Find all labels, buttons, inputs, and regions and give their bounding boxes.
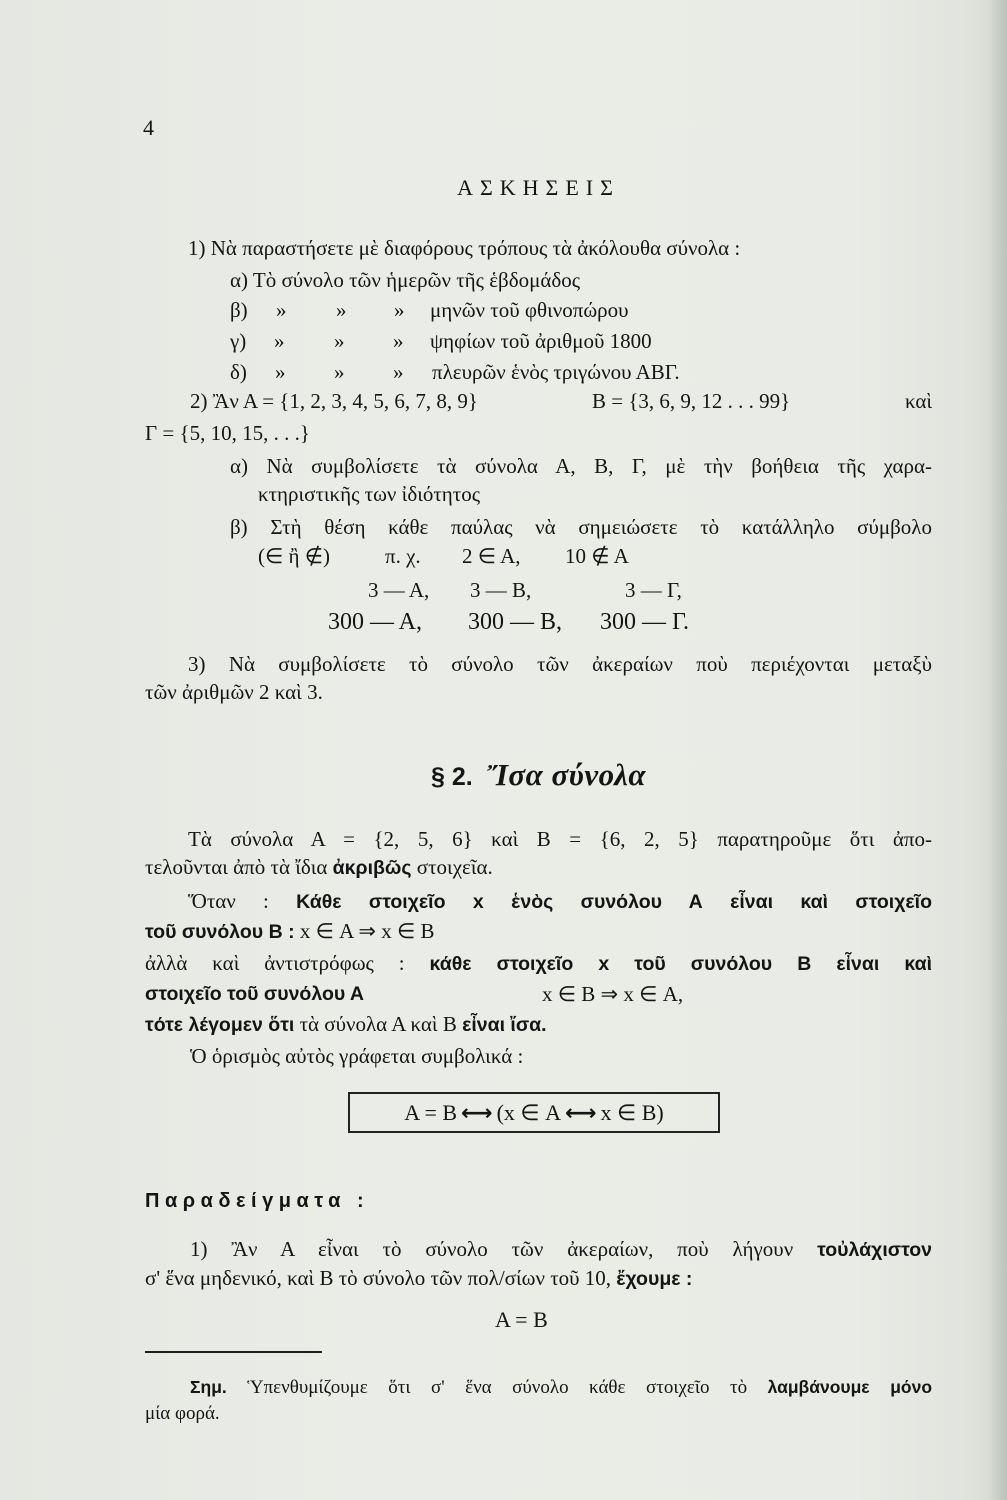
text-segment: τὰ σύνολα Α καὶ Β <box>299 1012 457 1036</box>
exercise-1-item-d <box>230 360 730 384</box>
section-title: Ἴσα σύνολα <box>486 757 646 792</box>
implication-formula: x ∈ Β ⇒ x ∈ Α, <box>542 982 684 1006</box>
scan-edge-shadow <box>989 0 1007 1500</box>
footnote-rule <box>145 1351 322 1353</box>
exercise-2-part-a-line-1: α) Νὰ συμβολίσετε τὰ σύνολα Α, Β, Γ, μὲ τὴν βοήθεια τῆς χαρα- <box>230 454 932 478</box>
example-1-line-2 <box>145 1266 692 1291</box>
set-c-definition: Γ = {5, 10, 15, . . .} <box>145 421 310 445</box>
ditto-mark: » <box>334 329 345 353</box>
blank-cell: 3 — Α, <box>368 578 430 602</box>
ditto-mark: » <box>394 298 405 322</box>
ditto-mark: » <box>274 329 285 353</box>
section-heading <box>145 757 932 795</box>
set-b-definition: Β = {3, 6, 9, 12 . . . 99} <box>592 389 791 413</box>
definition-line-3 <box>145 951 932 976</box>
section-number: § 2. <box>431 763 473 791</box>
ditto-mark: » <box>336 298 347 322</box>
exercises-title: ΑΣΚΗΣΕΙΣ <box>457 175 620 200</box>
definition-bold-text: εἶναι ἴσα. <box>462 1014 547 1036</box>
page-number: 4 <box>143 115 154 140</box>
definition-bold-text: Κάθε στοιχεῖο x ἑνὸς συνόλου Α εἶναι καὶ στοιχεῖο <box>296 891 933 913</box>
blank-cell: 3 — Γ, <box>625 578 682 602</box>
footnote-label: Σημ. <box>190 1377 227 1397</box>
example-1-line-1 <box>190 1237 932 1262</box>
definition-bold-text: τοῦ συνόλου Β : <box>145 921 295 943</box>
definition-formula-box <box>348 1092 720 1133</box>
exercise-1-item-a: α) Τὸ σύνολο τῶν ἡμερῶν τῆς ἑβδομάδος <box>230 268 581 292</box>
emphasis-text: ἀκριβῶς <box>332 857 412 879</box>
blank-cell: 300 — Γ. <box>600 609 689 635</box>
example-non-membership: 10 ∉ Α <box>565 544 629 568</box>
conjunction-and: καὶ <box>904 389 932 413</box>
exercise-3-line-1: 3) Νὰ συμβολίσετε τὸ σύνολο τῶν ἀκεραίων ποὺ περιέχονται μεταξὺ <box>188 652 932 676</box>
text-segment: τελοῦνται ἀπὸ τὰ ἴδια <box>145 855 328 879</box>
symbolic-intro: Ὁ ὁρισμὸς αὐτὸς γράφεται συμβολικά : <box>190 1044 524 1068</box>
text-segment: ἀλλὰ καὶ ἀντιστρόφως : <box>145 951 405 975</box>
definition-line-4 <box>145 982 932 1006</box>
ditto-mark: » <box>275 360 286 384</box>
membership-symbols: (∈ ἢ ∉) <box>258 544 331 568</box>
exercise-3-line-2: τῶν ἀριθμῶν 2 καὶ 3. <box>145 680 323 704</box>
exercise-2-part-b-line-1: β) Στὴ θέση κάθε παύλας νὰ σημειώσετε τὸ κατάλληλο σύμβολο <box>230 515 932 539</box>
ditto-mark: » <box>334 360 345 384</box>
footnote-line-1 <box>190 1376 932 1399</box>
ditto-mark: » <box>276 298 287 322</box>
exercise-2-part-b-line-2 <box>258 544 678 568</box>
definition-line-5 <box>145 1012 547 1037</box>
formula-left: Α = Β <box>404 1100 458 1125</box>
implication-formula: x ∈ Α ⇒ x ∈ Β <box>299 919 435 943</box>
blanks-row-1 <box>0 578 1007 602</box>
text-segment: σ' ἕνα μηδενικό, καὶ Β τὸ σύνολο τῶν πολ/σίων τοῦ 10, <box>145 1266 612 1290</box>
text-segment: Ὅταν : <box>188 889 269 913</box>
formula-right: x ∈ Β) <box>600 1100 664 1125</box>
text-segment: Ὑπενθυμίζουμε ὅτι σ' ἕνα σύνολο κάθε στοιχεῖο τὸ <box>247 1377 748 1398</box>
for-example-abbr: π. χ. <box>385 544 421 568</box>
ditto-mark: » <box>393 360 404 384</box>
exercise-1-intro: 1) Νὰ παραστήσετε μὲ διαφόρους τρόπους τὰ ἀκόλουθα σύνολα : <box>188 236 741 260</box>
blank-cell: 300 — Α, <box>328 609 423 635</box>
item-text: ψηφίων τοῦ ἀριθμοῦ 1800 <box>430 329 652 353</box>
ditto-mark: » <box>393 329 404 353</box>
item-label: β) <box>230 298 248 322</box>
section-paragraph-line-2 <box>145 855 493 880</box>
blank-cell: 3 — Β, <box>470 578 532 602</box>
emphasis-text: τοὐλάχιστον <box>817 1239 932 1261</box>
formula-middle: (x ∈ Α <box>496 1100 561 1125</box>
equivalence-arrow-icon: ⟷ <box>564 1101 597 1126</box>
section-paragraph-line-1: Τὰ σύνολα Α = {2, 5, 6} καὶ Β = {6, 2, 5} παρατηροῦμε ὅτι ἀπο- <box>188 827 932 851</box>
exercise-1-item-c <box>230 329 730 353</box>
definition-bold-text: κάθε στοιχεῖο x τοῦ συνόλου Β εἶναι καὶ <box>429 953 933 975</box>
item-label: δ) <box>230 360 247 384</box>
definition-bold-text: τότε λέγομεν ὅτι <box>145 1014 295 1036</box>
blanks-row-2 <box>0 609 1007 635</box>
definition-line-1 <box>188 889 932 914</box>
equivalence-arrow-icon: ⟷ <box>461 1101 493 1126</box>
exercise-2-part-a-line-2: κτηριστικῆς των ἰδιότητος <box>258 482 481 506</box>
definition-bold-text: στοιχεῖο τοῦ συνόλου Α <box>145 983 364 1005</box>
text-segment: 1) Ἂν Α εἶναι τὸ σύνολο τῶν ἀκεραίων, ποὺ λήγουν <box>190 1237 794 1261</box>
item-label: γ) <box>230 329 247 353</box>
footnote-line-2: μία φορά. <box>145 1403 220 1424</box>
examples-heading: Παραδείγματα : <box>145 1190 370 1212</box>
item-text: πλευρῶν ἑνὸς τριγώνου ΑΒΓ. <box>432 360 680 384</box>
exercise-2-sets-line <box>190 389 932 413</box>
example-1-result: Α = Β <box>495 1307 548 1332</box>
text-segment: στοιχεῖα. <box>416 855 493 879</box>
example-membership: 2 ∈ Α, <box>462 544 521 568</box>
set-a-definition: 2) Ἂν Α = {1, 2, 3, 4, 5, 6, 7, 8, 9} <box>190 389 478 413</box>
definition-line-2 <box>145 919 435 944</box>
blank-cell: 300 — Β, <box>468 609 563 635</box>
exercise-1-item-b <box>230 298 730 322</box>
emphasis-text: λαμβάνουμε μόνο <box>767 1377 933 1397</box>
emphasis-text: ἔχουμε : <box>616 1268 693 1290</box>
item-text: μηνῶν τοῦ φθινοπώρου <box>430 298 629 322</box>
